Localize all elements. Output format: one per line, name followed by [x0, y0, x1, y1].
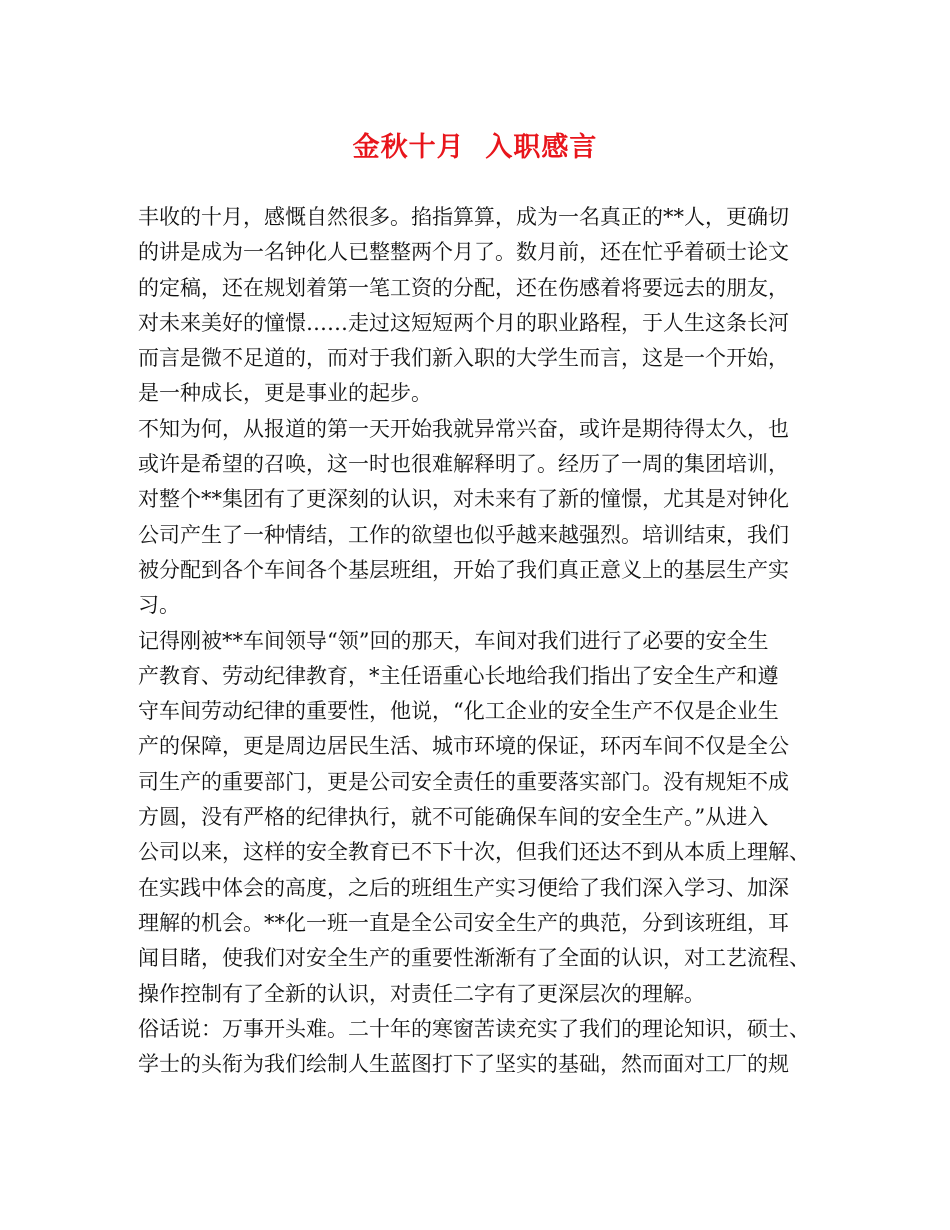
text-line: 记得刚被**车间领导“领”回的那天，车间对我们进行了必要的安全生 — [138, 628, 769, 653]
text-line: 守车间劳动纪律的重要性，他说，“化工企业的安全生产不仅是企业生 — [138, 699, 779, 724]
text-line: 理解的机会。**化一班一直是全公司安全生产的典范，分到该班组，耳 — [138, 910, 789, 935]
text-line: 产教育、劳动纪律教育，*主任语重心长地给我们指出了安全生产和遵 — [138, 663, 779, 688]
text-line: 方圆，没有严格的纪律执行，就不可能确保车间的安全生产。”从进入 — [138, 805, 769, 830]
text-line: 丰收的十月，感慨自然很多。掐指算算，成为一名真正的**人，更确切 — [138, 205, 789, 229]
text-line: 公司产生了一种情结，工作的欲望也似乎越来越强烈。培训结束，我们 — [138, 522, 789, 547]
text-line: 而言是微不足道的，而对于我们新入职的大学生而言，这是一个开始， — [138, 346, 789, 371]
paragraph-3 — [138, 624, 828, 1012]
text-line: 学士的头衔为我们绘制人生蓝图打下了坚实的基础，然而面对工厂的规 — [138, 1052, 789, 1077]
document-body — [138, 200, 828, 1082]
text-line: 的定稿，还在规划着第一笔工资的分配，还在伤感着将要远去的朋友， — [138, 275, 789, 300]
document-title: 金秋十月 入职感言 — [352, 132, 598, 163]
text-line: 习。 — [138, 593, 180, 618]
paragraph-1 — [138, 200, 828, 412]
text-line: 对未来美好的憧憬……走过这短短两个月的职业路程，于人生这条长河 — [138, 310, 789, 335]
text-line: 被分配到各个车间各个基层班组，开始了我们真正意义上的基层生产实 — [138, 557, 789, 582]
text-line: 在实践中体会的高度，之后的班组生产实习便给了我们深入学习、加深 — [138, 875, 789, 900]
text-line: 是一种成长，更是事业的起步。 — [138, 381, 432, 406]
text-line: 司生产的重要部门，更是公司安全责任的重要落实部门。没有规矩不成 — [138, 769, 789, 794]
text-line: 闻目睹，使我们对安全生产的重要性渐渐有了全面的认识，对工艺流程、 — [138, 946, 810, 971]
text-line: 的讲是成为一名钟化人已整整两个月了。数月前，还在忙乎着硕士论文 — [138, 240, 789, 265]
text-line: 产的保障，更是周边居民生活、城市环境的保证，环丙车间不仅是全公 — [138, 734, 789, 759]
text-line: 公司以来，这样的安全教育已不下十次，但我们还达不到从本质上理解、 — [138, 840, 810, 865]
paragraph-2 — [138, 412, 828, 624]
text-line: 操作控制有了全新的认识，对责任二字有了更深层次的理解。 — [138, 981, 705, 1006]
text-line: 俗话说：万事开头难。二十年的寒窗苦读充实了我们的理论知识，硕士、 — [138, 1016, 810, 1041]
text-line: 对整个**集团有了更深刻的认识，对未来有了新的憧憬，尤其是对钟化 — [138, 487, 789, 512]
text-line: 不知为何，从报道的第一天开始我就异常兴奋，或许是期待得太久，也 — [138, 416, 789, 441]
text-line: 或许是希望的召唤，这一时也很难解释明了。经历了一周的集团培训， — [138, 452, 789, 477]
paragraph-4 — [138, 1012, 828, 1083]
